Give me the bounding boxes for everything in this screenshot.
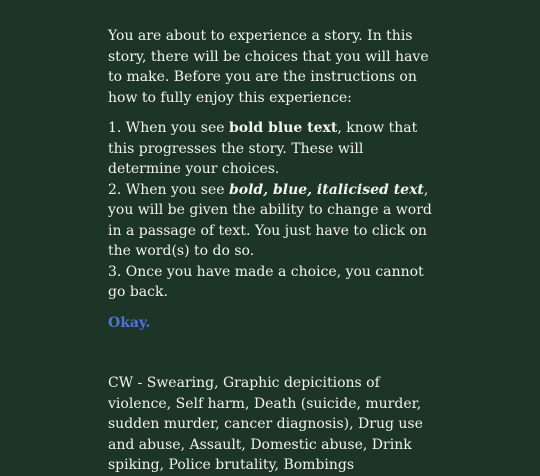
instructions-list bbox=[108, 118, 438, 303]
content-warning: CW - Swearing, Graphic depicitions of violence, Self harm, Death (suicide, murder, sudden murder, cancer diagnosis), Drug use and abuse, Assault, Domestic abuse, Drink spiking, Police brutality, Bombings bbox=[108, 375, 423, 473]
instruction-2-prefix: 2. When you see bbox=[108, 181, 229, 198]
okay-link[interactable]: Okay. bbox=[108, 314, 151, 331]
instruction-1-suffix: , know that this progresses the story. These will determine your choices. bbox=[108, 120, 418, 177]
instruction-3: 3. Once you have made a choice, you cannot go back. bbox=[108, 263, 424, 300]
instruction-2-emphasis: bold, blue, italicised text bbox=[228, 181, 424, 198]
okay-paragraph bbox=[108, 313, 438, 334]
instruction-2-suffix: , you will be given the ability to change a word in a passage of text. You just have to click on the word(s) to do so. bbox=[108, 181, 432, 259]
instruction-1-prefix: 1. When you see bbox=[108, 120, 229, 136]
story-passage bbox=[108, 26, 438, 476]
instruction-1-emphasis: bold blue text bbox=[228, 120, 338, 136]
intro-text: You are about to experience a story. In this story, there will be choices that you will have to make. Before you are the instructions on how to fully enjoy this experience: bbox=[108, 28, 429, 106]
instruction-1 bbox=[108, 118, 438, 180]
instruction-2 bbox=[108, 180, 438, 262]
